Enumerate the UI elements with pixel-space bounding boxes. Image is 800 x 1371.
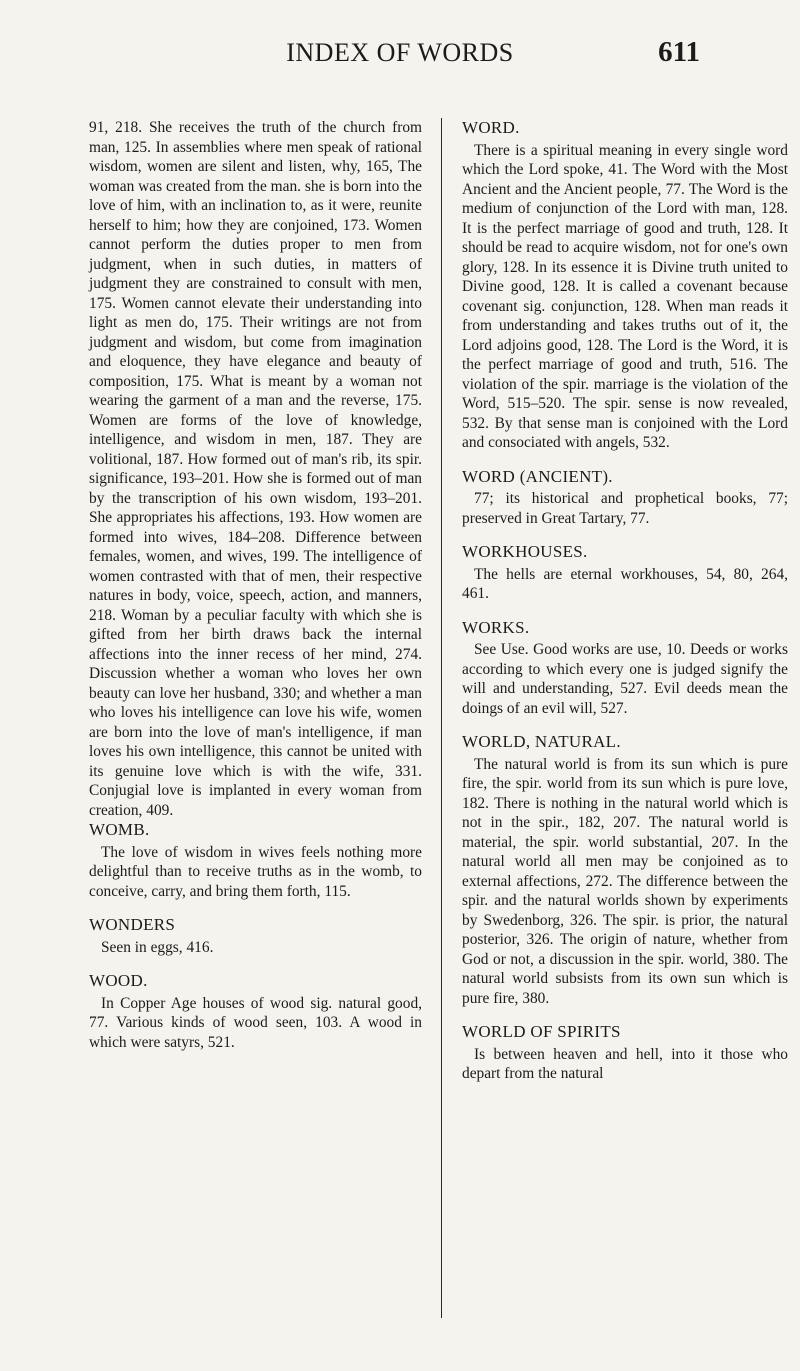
index-entry-workhouses	[462, 542, 788, 604]
entry-text: There is a spiritual meaning in every single word which the Lord spoke, 41. The Word with the Most Ancient and the Ancient people, 77. The Word is the medium of conjunction of the Lord with man, 128. It is the perfect marriage of good and truth, 128. It should be read to acquire wisdom, not for one's own glory, 128. In its essence it is Divine truth united to Divine good, 128. It is called a covenant because covenant sig. conjunction, 128. When man reads it from understanding and takes truths out of it, the Lord adjoins good, 128. The Lord is the Word, it is the perfect marriage of good and truth, 516. The violation of the spir. marriage is the violation of the Word, 515–520. The spir. sense is now revealed, 532. By that sense man is conjoined with the Lord and consociated with angels, 532.	[462, 141, 788, 451]
entry-heading: WORLD, NATURAL.	[462, 732, 621, 751]
entry-heading: WORD (ANCIENT).	[462, 466, 613, 486]
index-entry-womb	[89, 820, 422, 901]
left-column	[89, 118, 422, 1066]
entry-heading: WORKS.	[462, 617, 530, 637]
entry-text: In Copper Age houses of wood sig. natural good, 77. Various kinds of wood seen, 103. A wood in which were satyrs, 521.	[89, 994, 422, 1051]
entry-text: Seen in eggs, 416.	[101, 938, 214, 956]
entry-text: See Use. Good works are use, 10. Deeds or works according to which every one is judged signify the will and understanding, 527. Evil deeds mean the doings of an evil will, 527.	[462, 641, 788, 717]
entry-text: The hells are eternal workhouses, 54, 80, 264, 461.	[462, 565, 788, 602]
column-divider	[441, 118, 442, 1318]
entry-heading: WOMB.	[89, 820, 150, 839]
index-entry-world-of-spirits	[462, 1022, 788, 1084]
entry-text: 77; its historical and prophetical books, 77; preserved in Great Tartary, 77.	[462, 490, 788, 527]
right-column	[462, 118, 788, 1098]
entry-text: Is between heaven and hell, into it those who depart from the natural	[462, 1045, 788, 1082]
entry-heading: WORKHOUSES.	[462, 542, 588, 561]
entry-heading: WORD.	[462, 118, 520, 137]
entry-heading: WOOD.	[89, 971, 148, 990]
continued-entry-text: 91, 218. She receives the truth of the church from man, 125. In assemblies where men speak of rational wisdom, women are silent and listen, why, 165, The woman was created from the man. she is born into the love of him, with an inclination to, as it were, reunite herself to him; how they are conjoined, 173. Women cannot perform the duties proper to men from judgment, when in such duties, in matters of judgment they are constrained to consult with men, 175. Women cannot elevate their understanding into light as men do, 175. Their writings are not from judgment and wisdom, but come from imagination and eloquence, they have elegance and beauty of composition, 175. What is meant by a woman not wearing the garment of a man and the reverse, 175. Women are forms of the love of knowledge, intelligence, and wisdom in men, 187. They are volitional, 187. How formed out of man's rib, its spir. significance, 193–201. How she is formed out of man by the transcription of his own wisdom, 193–201. She appropriates his affections, 193. How women are formed into wives, 184–208. Difference between females, women, and wives, 199. The intelligence of women contrasted with that of men, their respective natures in body, voice, speech, action, and manners, 218. Woman by a peculiar faculty with which she is gifted from her birth draws back the internal affections into the inner recess of her mind, 274. Discussion whether a woman who loves her own beauty can love her husband, 330; and whether a man who loves his intelligence can love his wife, women are born into the love of man's intelligence, if man loves his own intelligence, this cannot be united with its genuine love which is with the wife, 331. Conjugial love is implanted in every woman from creation, 409.	[89, 119, 422, 819]
running-head	[0, 38, 800, 78]
index-entry-world-natural	[462, 732, 788, 1008]
entry-heading: WORLD OF SPIRITS	[462, 1022, 621, 1041]
index-entry-wood	[89, 971, 422, 1052]
entry-text: The natural world is from its sun which is pure fire, the spir. world from its sun which is pure love, 182. There is nothing in the natural world which is not in the spir., 182, 207. The natural world is material, the spir. world substantial, 207. In the natural world all men may be conjoined as to external affections, 272. The difference between the spir. and the natural worlds shown by experiments by Swedenborg, 326. The spir. is prior, the natural posterior, 326. The origin of nature, whether from God or not, a discussion in the spir. world, 380. The natural world subsists from its own sun which is pure fire, 380.	[462, 755, 788, 1007]
entry-text: The love of wisdom in wives feels nothing more delightful than to receive truths as in the womb, to conceive, carry, and bring them forth, 115.	[89, 843, 422, 900]
index-entry-word	[462, 118, 788, 453]
index-entry-works	[462, 618, 788, 719]
index-entry-wonders	[89, 915, 422, 957]
entry-heading: WONDERS	[89, 915, 176, 934]
page-number: 611	[658, 36, 700, 68]
running-head-title: INDEX OF WORDS	[286, 38, 514, 67]
index-entry-word-ancient	[462, 467, 788, 529]
